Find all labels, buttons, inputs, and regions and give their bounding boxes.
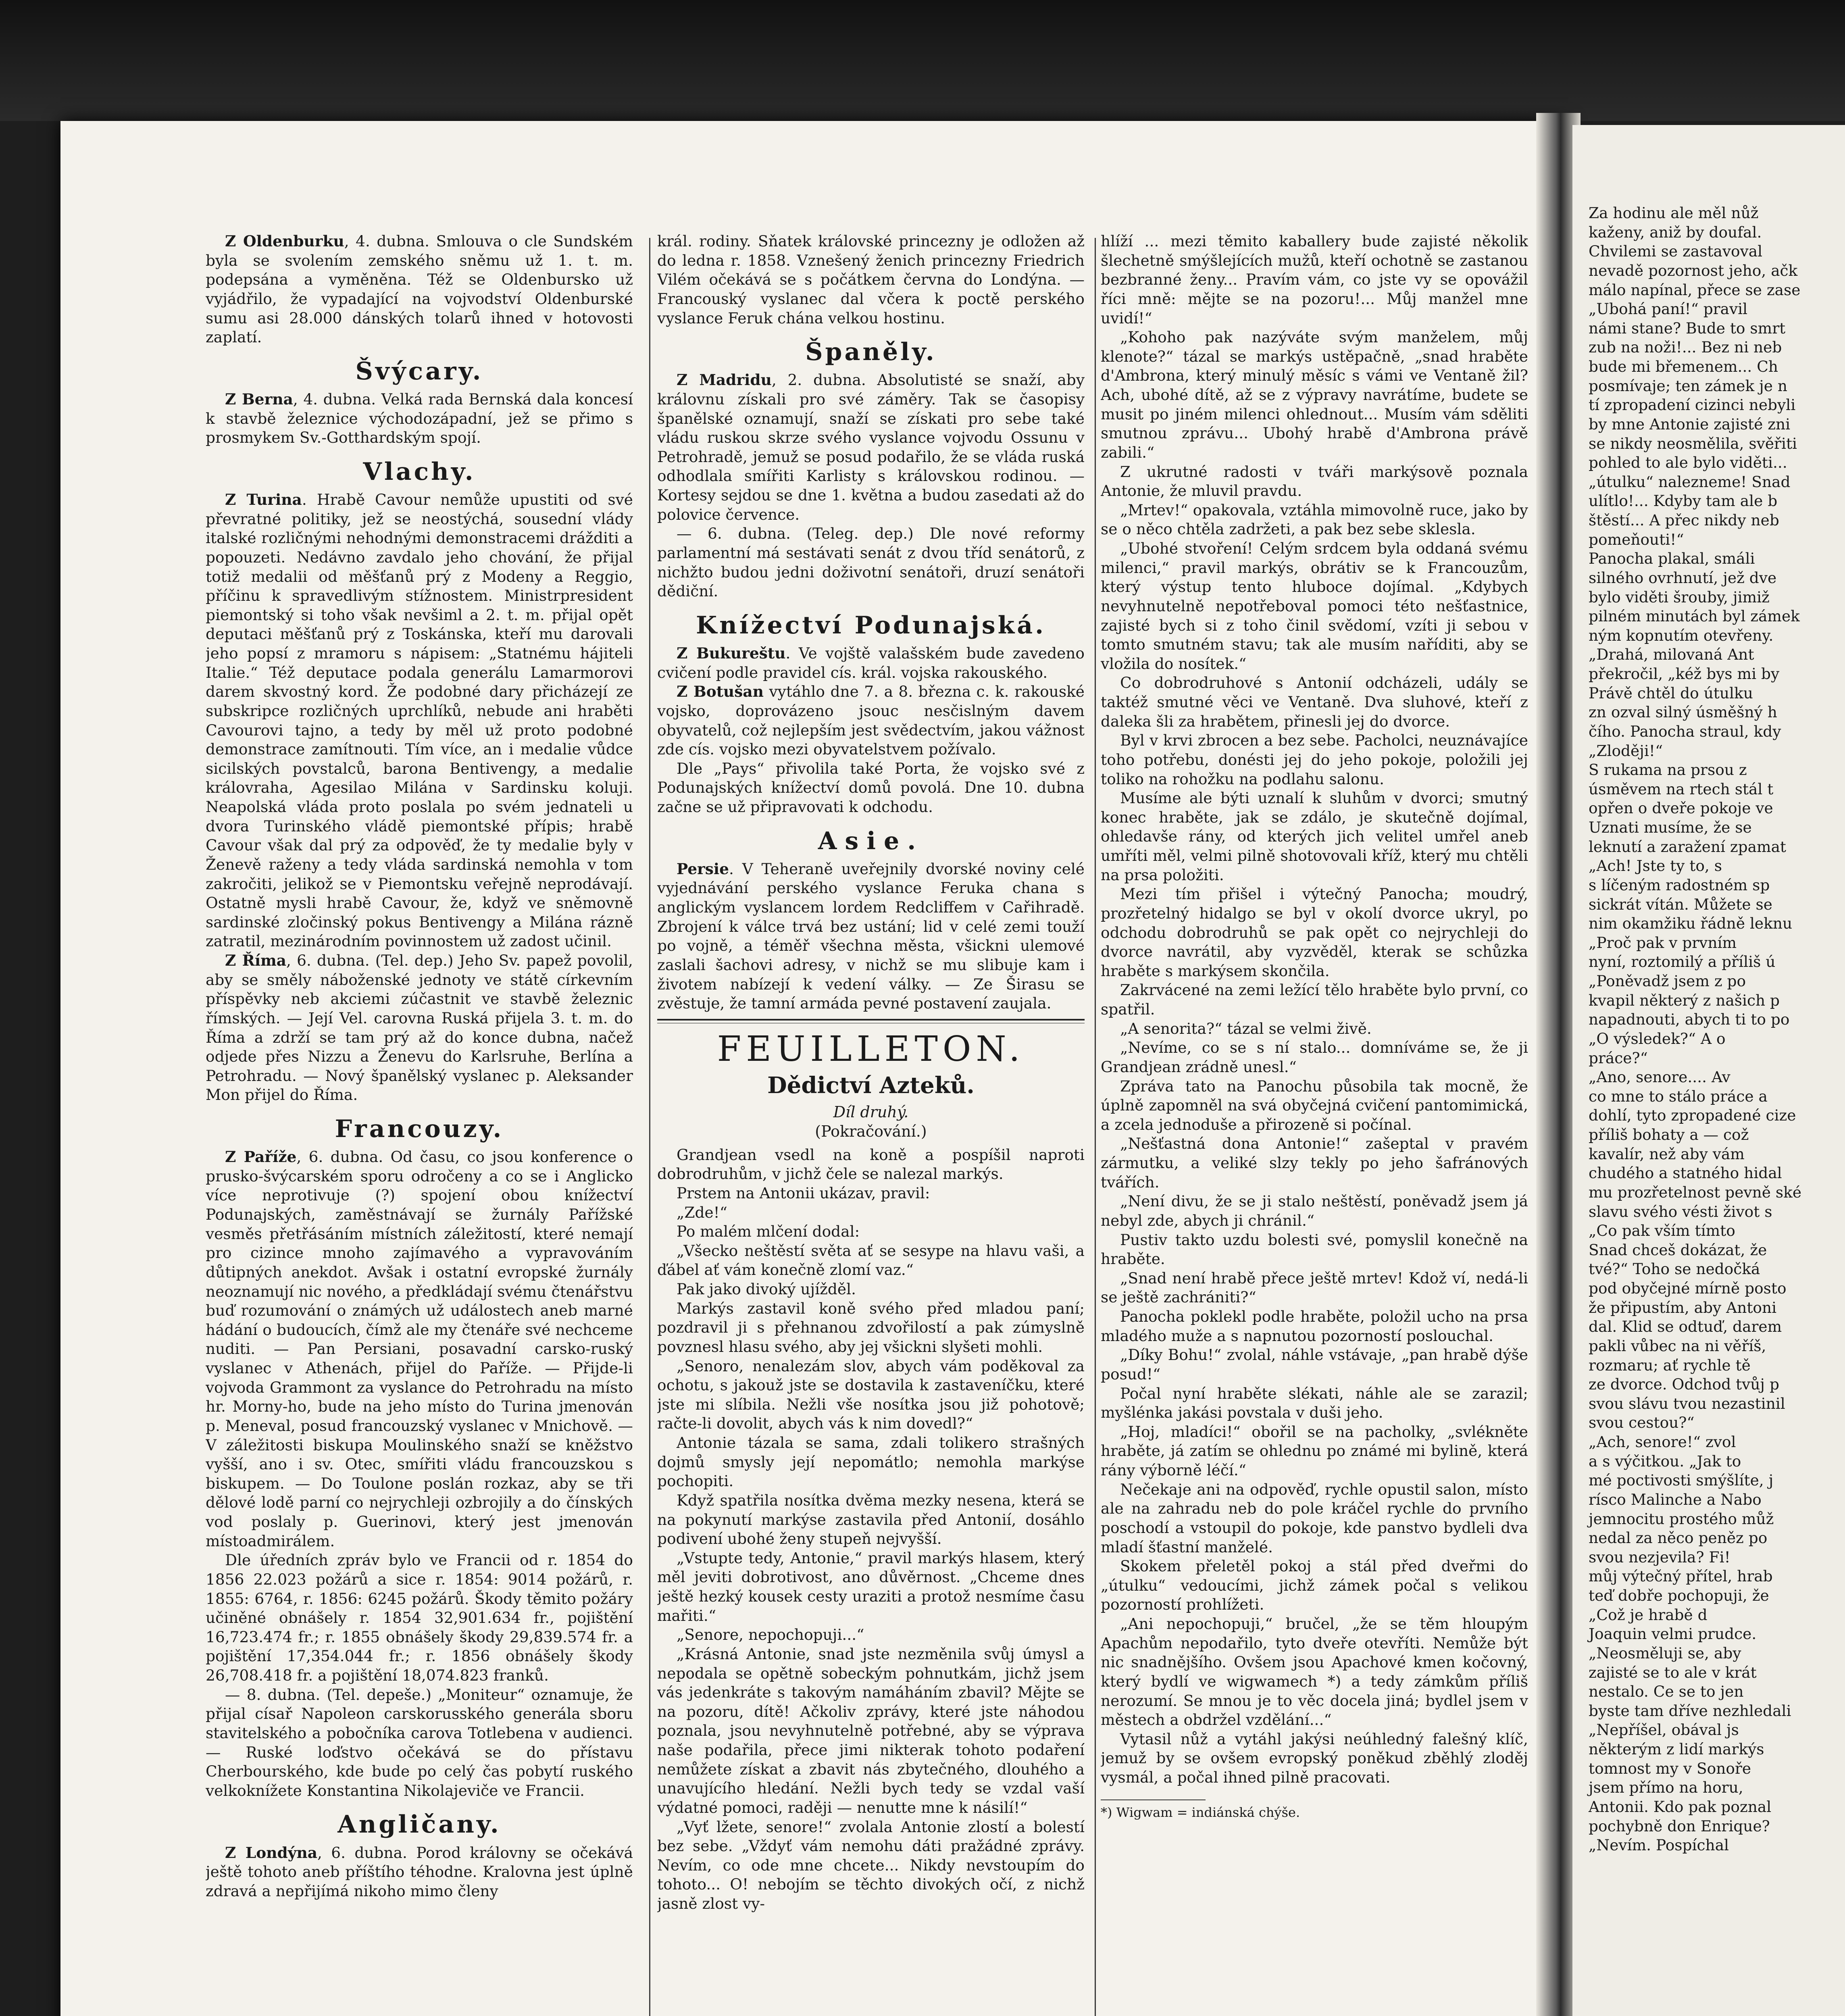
adjacent-page-line: jemnocitu prostého můž [1589,1510,1774,1528]
adjacent-page-line: ze dvorce. Odchod tvůj p [1589,1375,1779,1393]
adjacent-page-line: a s výčitkou. „Jak to [1589,1452,1741,1470]
feuilleton-part: Díl druhý. [833,1103,909,1121]
article-paragraph [1101,1730,1528,1787]
article-paragraph [206,1148,633,1551]
adjacent-page-line: s líčeným radostném sp [1589,876,1770,894]
adjacent-page-line: příliš bohaty a — což [1589,1126,1749,1143]
adjacent-page-line: dohlí, tyto zpropadené cize [1589,1106,1796,1125]
paragraph-text: Vytasil nůž a vytáhl jakýsi neúhledný falešný klíč, jemuž by se ovšem evropský poněkud zběhlý zloděj vysmál, a počal ihned pilně pracovati. [1101,1730,1528,1786]
column-rule-2 [1095,238,1096,2016]
paragraph-text: Musíme ale býti uznalí k sluhům v dvorci; smutný konec hraběte, jak se zdálo, je skutečně dojímal, ohledavše rány, od kterých jich velitel umřel aneb umříti měl, velmi pilně shotovovali kříž, který mu chtěli na prsa položiti. [1101,789,1528,884]
article-paragraph [1101,328,1528,462]
paragraph-text: „Vstupte tedy, Antonie,“ pravil markýs hlasem, který měl jeviti dobrotivost, ano důvěrnost. „Chceme dnes ještě hezký kousek cesty uraziti a protož nesmíme času mařiti.“ [657,1549,1085,1624]
adjacent-page-line: „útulku“ nalezneme! Snad [1589,473,1791,491]
article-paragraph [206,490,633,951]
adjacent-page-line: Antonii. Kdo pak poznal [1589,1797,1772,1816]
article-paragraph [657,1549,1085,1626]
adjacent-page-line: čího. Panocha straul, kdy [1589,722,1781,740]
paragraph-text: Prstem na Antonii ukázav, pravil: [677,1184,930,1202]
adjacent-page-line: co mne to stálo práce a [1589,1087,1768,1105]
adjacent-page-line: Uznati musíme, že se [1589,818,1752,836]
adjacent-page-line: rísco Malinche a Nabo [1589,1490,1762,1508]
paragraph-text: „Nešťastná dona Antonie!“ zašeptal v pravém zármutku, a veliké slzy tekly po jeho šafránových tvářích. [1101,1135,1528,1191]
paragraph-text: Nečekaje ani na odpověď, rychle opustil salon, místo ale na zahradu neb do pole kráčel rychle do prvního poschodí a vstoupil do pokoje, kde panstvo bydleli dva mladí šťastní manželé. [1101,1480,1528,1556]
adjacent-page-line: zajisté se to ale v krát [1589,1663,1757,1681]
paragraph-text: Dle úředních zpráv bylo ve Francii od r. 1854 do 1856 22.023 požárů a sice r. 1854: 9014 požárů, r. 1855: 6764, r. 1856: 6245 požárů. Škody těmito požáry učiněné obnášely r. 1854 32,901.634 fr., pojištění 16,723.474 fr.; r. 1855 obnášely škody 29,839.574 fr. a pojištění 17,354.044 fr.; r. 1856 obnášely škody 26,708.418 fr. a pojištění 18,074.823 franků. [206,1551,633,1685]
article-paragraph [1101,1269,1528,1307]
article-paragraph [1101,1038,1528,1077]
adjacent-page-line: bude mi břemenem... Ch [1589,358,1778,375]
article-paragraph [1101,1134,1528,1192]
feuilleton-subtitle: Dědictví Azteků. [767,1072,975,1099]
footnote-rule [1101,1799,1206,1800]
paragraph-text: „Senoro, nenalezám slov, abych vám poděkoval za ochotu, s jakouž jste se dostavila k zastaveníčku, které jste mi slíbila. Nežli vše nosítka jsou již pohotově; račte-li dovolit, abych vás k nim dovedl?“ [657,1357,1085,1433]
adjacent-page-line: nyní, roztomilý a příliš ú [1589,953,1776,971]
paragraph-text: Markýs zastavil koně svého před mladou paní; pozdravil ji s přehnanou zdvořilostí a pak zúmyslně povznesl hlasu svého, aby jej všickni slyšeti mohli. [657,1299,1085,1356]
article-paragraph [657,1184,1085,1203]
adjacent-page-line: „Nepříšel, obával js [1589,1721,1739,1739]
adjacent-page-line: dal. Klid se odtuď, darem [1589,1318,1782,1336]
adjacent-page-line: rozmaru; ať rychle tě [1589,1356,1751,1374]
paragraph-text: „Nevíme, co se s ní stalo... domníváme se, že ji Grandjean zrádně unesl.“ [1101,1039,1528,1076]
adjacent-page-line: leknutí a zaražení zpamat [1589,837,1786,856]
paragraph-text: Grandjean vsedl na koně a pospíšil naproti dobrodruhům, v jichž čele se nalezal markýs. [657,1145,1085,1183]
dateline-place: Z Botušan [677,683,764,701]
adjacent-page-line: nestalo. Ce se to jen [1589,1683,1744,1701]
paragraph-text: „Senore, nepochopuji...“ [677,1626,864,1644]
adjacent-page-line: „Ubohá paní!“ pravil [1589,300,1748,318]
adjacent-page-line: kvapil některý z našich p [1589,991,1780,1009]
column-3 [1101,232,1528,2016]
adjacent-page-line: ným kopnutím otevřeny. [1589,626,1774,644]
paragraph-text: „Díky Bohu!“ zvolal, náhle vstávaje, „pan hrabě dýše posud!“ [1101,1346,1528,1383]
article-paragraph [1101,789,1528,885]
paragraph-text: . Ve vojště valašském bude zavedeno cvičení podle pravidel cís. král. vojska rakouského. [657,644,1085,681]
article-paragraph [657,1645,1085,1818]
section-heading: Asie. [818,827,924,855]
article-paragraph [657,1299,1085,1357]
adjacent-page-line: Právě chtěl do útulku [1589,684,1753,702]
article-paragraph [657,1145,1085,1184]
column-rule-1 [649,238,650,2016]
adjacent-page-line: teď dobře pochopuji, že [1589,1587,1769,1604]
adjacent-page-text [1589,204,1845,1855]
adjacent-page-line: se nikdy neosmělila, svěřiti [1589,434,1797,452]
adjacent-page-line: jsem přímo na horu, [1589,1779,1743,1797]
adjacent-page-line: štěstí... A přec nikdy neb [1589,511,1779,529]
adjacent-page-line: ulítlo!... Kdyby tam ale b [1589,492,1778,510]
paragraph-text: Mezi tím přišel i výtečný Panocha; moudrý, prozřetelný hidalgo se byl v okolí dvorce ukryl, po odchodu dobrodruhů se pak opět co nejrychleji do dvorce navrátil, aby vyzvěděl, kterak se schůzka hraběte s markýsem skončila. [1101,885,1528,980]
article-paragraph [657,1357,1085,1434]
adjacent-page-line: chudého a statného hidal [1589,1164,1782,1182]
article-paragraph [1101,1384,1528,1422]
paragraph-text: Zpráva tato na Panochu působila tak mocně, že úplně zapomněl na svá obyčejná cvičení pantomimická, a zcela jednoduše a přirozeně si počínal. [1101,1077,1528,1133]
paragraph-text: vytáhlo dne 7. a 8. března c. k. rakouské vojsko, doprovázeno jsouc nesčislným davem obyvatelů, což nejlepším jest svědectvím, jakou vážnost zde cís. vojsko mezi obyvatelstvem požívalo. [657,683,1085,758]
paragraph-text: Zakrvácené na zemi ležící tělo hraběte bylo první, co spatřil. [1101,981,1528,1018]
adjacent-page-line: tí zpropadení cizinci nebyli [1589,396,1796,414]
adjacent-page-line: mu prozřetelnost pevně ské [1589,1183,1802,1201]
paragraph-text: „Ani nepochopuji,“ bručel, „že se těm hloupým Apachům nepodařilo, tyto dveře otevříti. Nemůže být nic snadnějšího. Ovšem jsou Apachové kmen kočovný, který bydlí ve wigwamech *) a tedy zámkům příliš nerozumí. Se mnou je to věc docela jiná; bydlel jsem v městech a obdržel vzdělání...“ [1101,1615,1528,1729]
adjacent-page-line: Snad chceš dokázat, že [1589,1241,1767,1259]
dateline-place: Z Turina [225,491,302,508]
article-paragraph [657,232,1085,328]
section-heading: Švýcary. [355,357,483,385]
article-paragraph [1101,539,1528,673]
paragraph-text: Po malém mlčení dodal: [677,1223,860,1241]
adjacent-page-line: Panocha plakal, smáli [1589,550,1755,568]
adjacent-page-line: „Což je hrabě d [1589,1606,1708,1624]
paragraph-text: Z ukrutné radosti v tváři markýsově poznala Antonie, že mluvil pravdu. [1101,462,1528,500]
adjacent-page-line: pod obyčejné mírně posto [1589,1279,1787,1297]
adjacent-page-line: můj výtečný přítel, hrab [1589,1567,1773,1585]
adjacent-page-line: pilném minutách byl zámek [1589,607,1800,625]
article-paragraph [657,1222,1085,1241]
adjacent-page-line: „O výsledek?“ A o [1589,1029,1726,1048]
article-paragraph [1101,1231,1528,1269]
paragraph-text: . V Teheraně uveřejnily dvorské noviny celé vyjednávání perského vyslance Feruka chana s anglickým vyslancem lordem Redcliffem v Cařihradě. Zbrojení k válce trvá bez ustání; lid v celé zemi touží po vojně, a téměř všechna města, všickni ulemové zaslali šachovi adresy, v nichž se mu slibuje kam i životem nabízejí k vedení války. — Ze Širasu se zvěstuje, že tamní armáda pevné postavení zaujala. [657,860,1085,1012]
article-paragraph [1101,1192,1528,1230]
adjacent-page-line: pohled to ale bylo viděti... [1589,454,1787,472]
article-paragraph [1101,501,1528,539]
article-paragraph [206,232,633,347]
adjacent-page-line: kavalír, než aby vám [1589,1145,1745,1163]
article-paragraph [657,1203,1085,1223]
paragraph-text: , 4. dubna. Velká rada Bernská dala koncesí k stavbě železnice východozápadní, jež se přimo s prosmykem Sv.-Gotthardským spojí. [206,390,633,447]
section-heading: Vlachy. [363,457,476,486]
article-paragraph [206,1685,633,1801]
paragraph-text: hlíží ... mezi těmito kaballery bude zajisté několik šlechetně smýšlejících mužů, kteří ochotně se zastanou bezbranné ženy... Pravím vám, co jste vy se opovážil říci mně: mějte se na pozoru!... Můj manžel mne uvidí!“ [1101,232,1528,327]
feuilleton-title: FEUILLETON. [717,1029,1025,1069]
adjacent-page-line: „Drahá, milovaná Ant [1589,646,1754,664]
adjacent-page-line: slavu svého vésti život s [1589,1202,1772,1220]
adjacent-page-line: „Neosměluji se, aby [1589,1644,1741,1662]
paragraph-text: „Zde!“ [677,1203,727,1221]
paragraph-text: , 4. dubna. Smlouva o cle Sundském byla se svolením zemského sněmu už 1. t. m. podepsána a vyměněna. Též se Oldenbursko už vyjádřilo, že vypadající na vojvodství Oldenburské sumu asi 28.000 dánských tolarů ihned v hotovosti zaplatí. [206,232,633,346]
adjacent-page-line: „Nevím. Pospíchal [1589,1836,1729,1854]
article-paragraph [657,1280,1085,1299]
paragraph-text: Byl v krvi zbrocen a bez sebe. Pacholci, neuznávajíce toho potřebu, donésti jej do jeho pokoje, položili jej toliko na rohožku na podlahu salonu. [1101,731,1528,788]
column-2 [657,232,1085,2016]
adjacent-page-line: Chvilemi se zastavoval [1589,242,1763,260]
article-paragraph [657,371,1085,524]
adjacent-page-line: Za hodinu ale měl nůž [1589,204,1759,222]
adjacent-page-line: námi stane? Bude to smrt [1589,319,1786,337]
article-paragraph [1101,1019,1528,1039]
paragraph-text: Panocha poklekl podle hraběte, položil ucho na prsa mladého muže a s napnutou pozorností poslouchal. [1101,1308,1528,1345]
article-paragraph [657,1241,1085,1280]
article-paragraph [206,951,633,1105]
adjacent-page-line: nevadě pozornost jeho, ačk [1589,261,1798,279]
article-paragraph [1101,673,1528,731]
adjacent-page-line: pakli vůbec na ni věříš, [1589,1337,1766,1355]
paragraph-text: Antonie tázala se sama, zdali tolikero strašných dojmů smysly její nepomátlo; nemohla markýse pochopiti. [657,1434,1085,1490]
dateline-place: Z Berna [225,390,293,408]
adjacent-page-line: „Ano, senore.... Av [1589,1068,1730,1086]
column-1 [206,232,633,2016]
paragraph-text: Dle „Pays“ přivolila také Porta, že vojsko své z Podunajských knížectví domů povolá. Dne 10. dubna začne se už připravovati k odchodu. [657,759,1085,816]
adjacent-page-line: málo napínal, přece se zase [1589,281,1801,299]
article-paragraph [1101,1422,1528,1480]
adjacent-page-line: „Zloději!“ [1589,741,1663,760]
paragraph-text: „Kohoho pak nazýváte svým manželem, můj klenote?“ tázal se markýs ustěpačně, „snad hraběte d'Ambrona, který minulý měsíc s vámi ve Ventaně žil? Ach, ubohé dítě, až se z výpravy navrátíme, budete se musit po jiném milenci ohlednout... Musím vám sděliti smutnou zprávu... Ubohý hrabě d'Ambrona právě zabili.“ [1101,328,1528,461]
article-paragraph [1101,1307,1528,1345]
adjacent-page-line: „Proč pak v prvním [1589,933,1737,952]
section-heading: Angličany. [337,1810,501,1839]
article-paragraph [657,860,1085,1013]
paragraph-text: Pustiv takto uzdu bolesti své, pomyslil konečně na hraběte. [1101,1231,1528,1268]
adjacent-page-line: „Poněvadž jsem z po [1589,972,1746,990]
paragraph-text: „A senorita?“ tázal se velmi živě. [1120,1019,1372,1037]
adjacent-page-line: kaženy, aniž by doufal. [1589,223,1762,241]
dateline-place: Z Bukureštu [677,644,786,662]
dateline-place: Z Oldenburku [225,232,344,250]
paragraph-text: , 6. dubna. (Tel. dep.) Jeho Sv. papež povolil, aby se směly náboženské jednoty ve státě církevním příspěvky neb akciemi zúčastnit ve stavbě železnic římských. — Její Vel. carovna Ruská přijela 3. t. m. do Říma a zdrží se tam prý až do konce dubna, načež odjede přes Nizzu a Ženevu do Karlsruhe, Berlína a Petrohradu. — Nový španělský vyslanec p. Aleksander Mon přijel do Říma. [206,952,633,1104]
article-paragraph [657,1491,1085,1549]
article-paragraph [1101,885,1528,981]
adjacent-page-line: Joaquin velmi prudce. [1589,1625,1757,1643]
adjacent-page-line: „Co pak vším tímto [1589,1222,1735,1240]
article-paragraph [657,682,1085,759]
adjacent-page-line: by mne Antonie zajisté zni [1589,415,1791,433]
adjacent-page-line: úsměvem na rtech stál t [1589,780,1774,798]
paragraph-text: . Hrabě Cavour nemůže upustiti od své převratné politiky, jež se neostýchá, sousední vlády italské rozličnými nehodnými demonstracemi drážditi a popouzeti. Nedávno zavdalo jeho chování, že přijal totiž medalii od měšťanů prý z Modeny a Reggio, příčinu k spravedlivým stížnostem. Ministrpresident piemontský si toho však nevšiml a 2. t. m. přijal opět deputaci měšťanů prý z Toskánska, kteří mu darovali jeho popsí z mramoru s nápisem: „Statnému hájiteli Italie.“ Též deputace podala generálu Lamarmorovi darem skvostný kord. Že podobné dary přicházejí ze subskripce rozličných uprchlíků, nebude ani hraběti Cavourovi tajno, a tedy by měl už proto podobné demonstrace zamítnouti. Tím více, an i medalie vůdce sicilských povstalců, barona Bentivengy, a medalie královraha, Agesilao Milána v Sardinsku koluji. Neapolská vláda proto poslala po svém jednateli u dvora Turinského vládě piemontské přípis; hrabě Cavour však dal prý za odpověď, že ty medalie byly v Ženevě raženy a tedy vláda sardinská nemohla v tom zakročiti, jelikož se v Piemontsku veřejně neprodávají. Ostatně mysli hrabě Cavour, že, když ve sněmovně sardinské zločinský pokus Bentivengy a Milána rázně zatratil, mezinárodním povinnostem už zadost učinil. [206,491,633,950]
dateline-place: Z Říma [225,952,287,969]
paragraph-text: „Snad není hrabě přece ještě mrtev! Kdož ví, nedá-li se ještě zachrániti?“ [1101,1269,1528,1306]
adjacent-page-line: zn ozval silný úsměšný h [1589,703,1777,721]
article-paragraph [1101,1557,1528,1614]
adjacent-page-line: že připustím, aby Antoni [1589,1298,1777,1316]
paragraph-text: Co dobrodruhové s Antonií odcházeli, udály se taktéž smutné věci ve Ventaně. Dva sluhové, kteří z daleka šli za hrabětem, přinesli jej do dvorce. [1101,674,1528,730]
paragraph-text: král. rodiny. Sňatek královské princezny je odložen až do ledna r. 1858. Vznešený ženich princezny Friedrich Vilém očekává se s počátkem června do Londýna. — Francouský vyslanec dal včera k poctě perského vyslance Feruk chána velkou hostinu. [657,232,1085,327]
adjacent-page-line: silného ovrhnutí, jež dve [1589,569,1777,587]
footnote: *) Wigwam = indiánská chýše. [1101,1804,1300,1820]
adjacent-page-line: opřen o dveře pokoje ve [1589,799,1773,817]
paragraph-text: , 6. dubna. Od času, co jsou konference o prusko-švýcarském sporu odročeny a co se i Anglicko více neprotivuje (?) spojení obou knížectví Podunajských, zaměstnávají se žurnály Pařížské vesměs přetřásáním místních záležitostí, které nemají pro cizince mnoho zajímavého a vypravováním důtipných anekdot. Avšak i ostatní evropské žurnály neoznamují nic nového, a předkládají svému čtenářstvu buď rozumování o známých už událostech aneb marné hádání o budoucích, čímž ale my čtenáře své nechceme nuditi. — Pan Persiani, posavadní carsko-ruský vyslanec v Athenách, přijel do Paříže. — Přijde-li vojvoda Grammont za vyslance do Petrohradu na místo hr. Morny-ho, bude na jeho místo do Turina jmenován p. Meneval, posud francouzský vyslanec v Mnichově. — V záležitosti biskupa Moulinského snaží se kněžstvo vyšší, ano i sv. Otec, smířiti vládu francouzskou s biskupem. — Do Toulone poslán rozkaz, aby se tři dělové lodě parní co nejrychleji ozbrojily a do čínských vod poslaly p. Guerinovi, který jest jmenován místoadmirálem. [206,1148,633,1550]
adjacent-page-line: pomeňouti!“ [1589,530,1684,548]
paragraph-text: Počal nyní hraběte slékati, náhle ale se zarazil; myšlénka jakási povstala v duši jeho. [1101,1384,1528,1422]
paragraph-text: „Mrtev!“ opakovala, vztáhla mimovolně ruce, jako by se o něco chtěla zadržeti, a pak bez sebe sklesla. [1101,501,1528,538]
paragraph-text: „Krásná Antonie, snad jste nezměnila svůj úmysl a nepodala se opětně sobeckým pohnutkám, jichž jsem vás jedenkráte s takovým namáháním zbavil? Mějte se na pozoru, dítě! Ačkoliv zprávy, které jste náhodou poznala, jsou nevyhnutelně potřebné, aby se výprava naše podařila, přece jimi nikterak tohoto podaření nemůžete získat a zbavit nás zbytečného, dlouhého a unavujícího hledání. Nežli bych tedy se vzdal vaší výdatné pomoci, raději — nenutte mne k násilí!“ [657,1645,1085,1816]
section-heading: Knížectví Podunajská. [696,611,1046,639]
article-paragraph [206,1843,633,1901]
article-paragraph [1101,1345,1528,1384]
dateline-place: Z Londýna [225,1843,318,1862]
paragraph-text: Když spatřila nosítka dvěma mezky nesena, která se na pokynutí markýse zastavila před Antonií, dosáhlo podivení ubohé ženy stupeň nejvyšší. [657,1491,1085,1548]
adjacent-page-line: tomnost my v Sonoře [1589,1759,1751,1777]
article-paragraph [1101,1077,1528,1135]
dateline-place: Z Paříže [225,1148,297,1166]
dateline-place: Z Madridu [677,371,772,389]
adjacent-page-line: mé poctivosti smýšlíte, j [1589,1471,1774,1489]
section-heading: Francouzy. [335,1115,504,1143]
paragraph-text: „Hoj, mladíci!“ obořil se na pacholky, „svlékněte hraběte, já zatím se ohlednu po známé mi bylině, která rány výborně léčí.“ [1101,1422,1528,1479]
article-paragraph [1101,731,1528,789]
adjacent-page-line: napadnouti, abych ti to po [1589,1010,1790,1029]
article-paragraph [657,1625,1085,1645]
newspaper-page [60,121,1568,2016]
adjacent-page-line: sickrát vítán. Můžete se [1589,895,1772,913]
article-paragraph [657,644,1085,682]
dateline-place: Persie [677,860,729,878]
adjacent-page-line: zub na noži!... Bez ni neb [1589,338,1782,356]
article-paragraph [657,1433,1085,1491]
paragraph-text: „Všecko neštěstí světa ať se sesype na hlavu vaši, a ďábel ať vám konečně zlomí vaz.“ [657,1241,1085,1279]
adjacent-page-line: překročil, „kéž bys mi by [1589,665,1780,683]
adjacent-page-line: posmívaje; ten zámek je n [1589,377,1788,395]
article-paragraph [1101,1614,1528,1730]
scan-border-top [0,0,1845,121]
paragraph-text: „Ubohé stvoření! Celým srdcem byla oddaná svému milenci,“ pravil markýs, obrátiv se k Francouzům, který výstup tento hluboce dojímal. „Kdybych nevyhnutelně nepotřeboval pomoci této nešťastnice, zajisté bych si z toho činil svědomí, vzíti ji sebou v tomto smutném stavu; tak ale musím naříditi, aby se vložila do nosítek.“ [1101,539,1528,673]
paragraph-text: , 6. dubna. Porod královny se očekává ještě tohoto aneb příštího téhodne. Kralovna jest úplně zdravá a nepřijímá nikoho mimo členy [206,1843,633,1900]
paragraph-text: — 8. dubna. (Tel. depeše.) „Moniteur“ oznamuje, že přijal císař Napoleon carskorusského generála sboru stavitelského a pobočníka carova Totlebena v audienci. — Ruské loďstvo očekává se do přístavu Cherbourského, kde bude po celý čas pobytí ruského velkoknížete Konstantina Nikolajeviče ve Francii. [206,1685,633,1799]
article-paragraph [1101,1480,1528,1557]
adjacent-page-line: svou nezjevila? Fi! [1589,1548,1730,1566]
article-paragraph [1101,232,1528,328]
article-paragraph [1101,981,1528,1019]
feuilleton-rule [657,1019,1085,1023]
adjacent-page-line: některým z lidí markýs [1589,1740,1764,1758]
article-paragraph [206,390,633,448]
article-paragraph [657,524,1085,601]
feuilleton-continued: (Pokračování.) [815,1123,927,1141]
article-paragraph [657,759,1085,817]
paragraph-text: — 6. dubna. (Teleg. dep.) Dle nové reformy parlamentní má sestávati senát z dvou tříd senátorů, z nichžto budou jedni doživotní senátoři, druzí senátoři dědiční. [657,525,1085,600]
adjacent-page-line: bylo viděti šrouby, jimiž [1589,588,1770,606]
paragraph-text: „Vyť lžete, senore!“ zvolala Antonie zlostí a bolestí bez sebe. „Vždyť vám nemohu dáti pražádné zprávy. Nevím, co ode mne chcete... Nikdy nevstoupím do tohoto... O! nebojím se těchto divokých očí, z nichž jasně zlost vy- [657,1818,1085,1913]
adjacent-page-line: pochybně don Enrique? [1589,1817,1770,1835]
article-paragraph [657,1818,1085,1914]
adjacent-page-line: práce?“ [1589,1049,1648,1067]
adjacent-page-line: S rukama na prsou z [1589,761,1747,779]
article-paragraph [206,1551,633,1685]
adjacent-page-line: „Ach, senore!“ zvol [1589,1433,1736,1451]
adjacent-page-fragment [1572,125,1845,2016]
article-paragraph [1101,462,1528,501]
adjacent-page-line: nedal za něco peněz po [1589,1529,1768,1547]
adjacent-page-line: byste tam dříve nezhledali [1589,1702,1791,1720]
section-heading: Španěly. [805,338,937,367]
adjacent-page-line: svou cestou?“ [1589,1414,1695,1432]
paragraph-text: Skokem přeletěl pokoj a stál před dveřmi do „útulku“ vedoucími, jichž zámek počal s velikou pozorností prohlížeti. [1101,1557,1528,1614]
paragraph-text: „Není divu, že se ji stalo neštěstí, poněvadž jsem já nebyl zde, abych ji chránil.“ [1101,1192,1528,1229]
adjacent-page-line: nim okamžiku řádně leknu [1589,914,1793,933]
adjacent-page-line: svou slávu tvou nezastinil [1589,1394,1785,1412]
adjacent-page-line: tvé?“ Toho se nedočká [1589,1260,1760,1278]
paragraph-text: , 2. dubna. Absolutisté se snaží, aby královnu získali pro své záměry. Tak se časopisy španělské oznamují, snaží se získati pro sebe také vládu ruskou skrze svého vyslance vojvodu Ossunu v Petrohradě, jemuž se posud podařilo, že se vláda ruská odhodlala smířiti Karlisty s královskou rodinou. — Kortesy sejdou se dne 1. května a budou zasedati až do polovice července. [657,371,1085,523]
adjacent-page-line: „Ach! Jste ty to, s [1589,857,1722,875]
paragraph-text: Pak jako divoký ujížděl. [677,1280,856,1298]
